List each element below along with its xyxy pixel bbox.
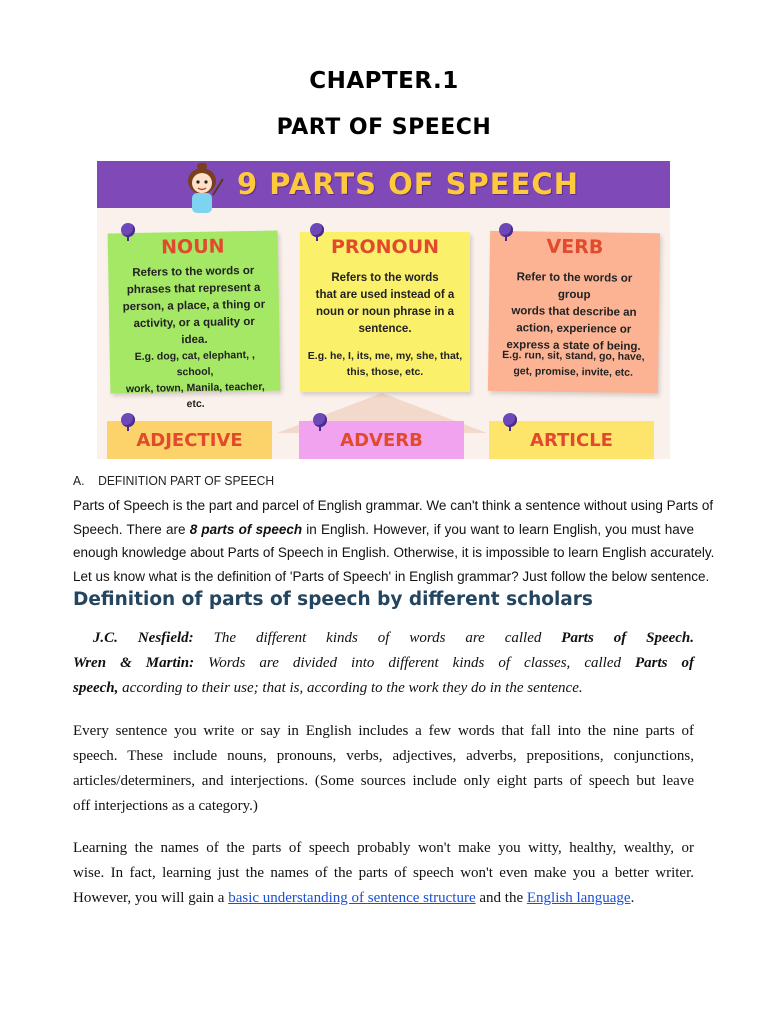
section-a-heading bbox=[73, 473, 274, 488]
pushpin-icon bbox=[313, 413, 327, 427]
infographic-title: 9 PARTS OF SPEECH bbox=[237, 167, 579, 201]
paragraph-line bbox=[73, 518, 694, 542]
desc-line: Refers to the words bbox=[331, 272, 439, 284]
paragraph-line: off interjections as a category.) bbox=[73, 798, 258, 814]
paragraph-line: speech. These include nouns, pronouns, verbs, adjectives, adverbs, prepositions, conjunctions, bbox=[73, 748, 694, 764]
emphasis-text: 8 parts of speech bbox=[189, 521, 303, 537]
card-example bbox=[306, 348, 464, 380]
noun-card bbox=[108, 231, 281, 411]
section-letter: A. bbox=[73, 473, 85, 488]
desc-line: phrases that represent a bbox=[126, 281, 261, 297]
example-line: this, those, etc. bbox=[346, 366, 424, 378]
definition-line bbox=[73, 676, 694, 701]
example-line: work, town, Manila, teacher, etc. bbox=[125, 380, 265, 411]
desc-line: that are used instead of a bbox=[315, 289, 455, 301]
definition-text: The different kinds of words are called bbox=[213, 630, 542, 646]
defined-term: Parts of bbox=[635, 655, 695, 671]
desc-line: action, experience or bbox=[516, 322, 632, 336]
chapter-heading: CHAPTER.1 bbox=[309, 68, 459, 94]
scholar-definitions bbox=[73, 626, 694, 701]
card-heading: VERB bbox=[546, 235, 604, 259]
definition-text: according to their use; that is, according to the work they do in the sentence. bbox=[122, 680, 583, 696]
defined-term: Parts of Speech. bbox=[561, 630, 695, 646]
scholar-name: Wren & Martin: bbox=[73, 655, 195, 671]
text-run: . bbox=[630, 890, 635, 906]
desc-line: Refer to the words or group bbox=[516, 271, 633, 302]
card-example bbox=[116, 347, 275, 414]
pushpin-icon bbox=[121, 223, 135, 237]
card-heading: NOUN bbox=[160, 235, 225, 259]
parts-of-speech-infographic bbox=[97, 161, 670, 459]
scholars-heading: Definition of parts of speech by different scholars bbox=[73, 589, 593, 610]
example-line: E.g. dog, cat, elephant, , school, bbox=[134, 348, 255, 379]
adjective-tab bbox=[107, 421, 272, 459]
english-language-link[interactable]: English language bbox=[526, 890, 631, 906]
desc-line: sentence. bbox=[358, 323, 412, 335]
tab-heading: ARTICLE bbox=[530, 430, 613, 451]
chapter-title: PART OF SPEECH bbox=[276, 115, 492, 140]
desc-line: express a state of being. bbox=[506, 339, 641, 353]
definition-line bbox=[73, 651, 694, 676]
article-tab bbox=[489, 421, 654, 459]
defined-term: speech, bbox=[73, 680, 119, 696]
card-description bbox=[310, 270, 460, 338]
paragraph-line: articles/determiners, and interjections. (Some sources include only eight parts of speech but leave bbox=[73, 773, 694, 789]
card-example bbox=[494, 347, 652, 381]
desc-line: Refers to the words or bbox=[132, 264, 255, 280]
pushpin-icon bbox=[499, 223, 513, 237]
pushpin-icon bbox=[121, 413, 135, 427]
card-heading: PRONOUN bbox=[330, 236, 440, 258]
paragraph-line: Learning the names of the parts of speech probably won't make you witty, healthy, wealthy, or bbox=[73, 840, 694, 856]
paragraph-line: enough knowledge about Parts of Speech in English. Otherwise, it is impossible to learn English accurately. bbox=[73, 545, 715, 560]
card-description bbox=[498, 269, 649, 356]
section-title: DEFINITION PART OF SPEECH bbox=[98, 473, 275, 488]
teacher-illustration-icon bbox=[183, 161, 229, 217]
definition-text: Words are divided into different kinds of classes, called bbox=[208, 655, 621, 671]
scholar-name: J.C. Nesfield: bbox=[92, 630, 194, 646]
infographic-banner bbox=[97, 161, 670, 208]
pushpin-icon bbox=[503, 413, 517, 427]
definition-paragraph bbox=[73, 494, 715, 588]
tab-heading: ADJECTIVE bbox=[136, 430, 243, 451]
text-run: Speech. There are bbox=[73, 521, 190, 537]
example-line: E.g. run, sit, stand, go, have, bbox=[502, 349, 645, 363]
text-run: However, you will gain a bbox=[73, 890, 229, 906]
adverb-tab bbox=[299, 421, 464, 459]
tab-heading: ADVERB bbox=[340, 430, 423, 451]
paragraph-line bbox=[73, 886, 694, 911]
paragraph-line: Let us know what is the definition of 'Parts of Speech' in English grammar? Just follow the below sentence. bbox=[73, 568, 710, 584]
desc-line: noun or noun phrase in a bbox=[316, 306, 454, 318]
desc-line: words that describe an bbox=[511, 305, 637, 319]
text-run: in English. However, if you want to learn English, you must have bbox=[302, 521, 694, 537]
example-line: get, promise, invite, etc. bbox=[513, 365, 634, 379]
card-description bbox=[118, 263, 269, 351]
definition-line bbox=[73, 626, 694, 651]
sentence-structure-link[interactable]: basic understanding of sentence structure bbox=[228, 890, 476, 906]
paragraph-line: Every sentence you write or say in English includes a few words that fall into the nine parts of bbox=[73, 723, 694, 739]
text-run: and the bbox=[475, 890, 527, 906]
desc-line: person, a place, a thing or bbox=[122, 298, 266, 314]
verb-card bbox=[488, 231, 660, 393]
paragraph-line: wise. In fact, learning just the names of the parts of speech won't even make you a better writer. bbox=[73, 865, 694, 881]
pronoun-card bbox=[300, 232, 470, 392]
example-line: E.g. he, I, its, me, my, she, that, bbox=[307, 350, 463, 362]
learning-paragraph bbox=[73, 836, 694, 911]
pushpin-icon bbox=[310, 223, 324, 237]
paragraph-line: Parts of Speech is the part and parcel of English grammar. We can't think a sentence without using Parts of bbox=[73, 498, 714, 513]
nine-parts-paragraph bbox=[73, 719, 694, 819]
desc-line: activity, or a quality or idea. bbox=[133, 315, 255, 347]
